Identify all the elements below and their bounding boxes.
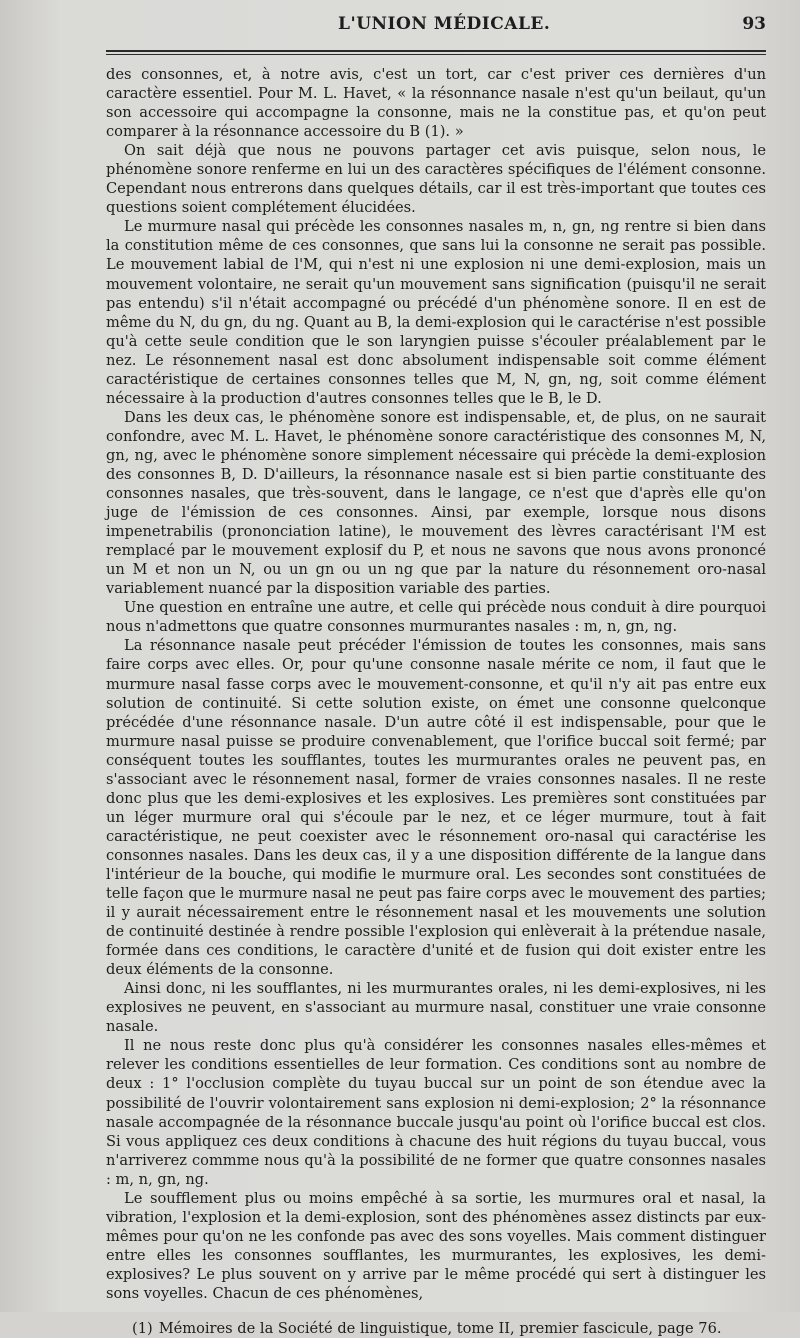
footnote-text: Mémoires de la Société de linguistique, tome II, premier fascicule, page 76. xyxy=(158,1320,722,1338)
footnote xyxy=(106,1319,766,1338)
paragraph: des consonnes, et, à notre avis, c'est un tort, car c'est priver ces dernières d'un caractère essentiel. Pour M. L. Havet, « la résonnance nasale n'est qu'un beilaut, qu'un son accessoire qui accompagne la consonne, mais ne la constitue pas, et qu'on peut comparer à la résonnance accessoire du B (1). » xyxy=(106,66,766,141)
page-number: 93 xyxy=(742,14,766,34)
paragraph: Le murmure nasal qui précède les consonnes nasales m, n, gn, ng rentre si bien dans la constitution même de ces consonnes, que sans lui la consonne ne serait pas possible. Le mouvement labial de l'M, qui n'est ni une explosion ni une demi-explosion, mais un mouvement volontaire, ne serait qu'un mouvement sans signification (puisqu'il ne serait pas entendu) s'il n'était accompagné ou précédé d'un phénomène sonore. Il en est de même du N, du gn, du ng. Quant au B, la demi-explosion qui le caractérise n'est possible qu'à cette seule condition que le son laryngien puisse s'écouler préalablement par le nez. Le résonnement nasal est donc absolument indispensable soit comme élément caractéristique de certaines consonnes telles que M, N, gn, ng, soit comme élément nécessaire à la production d'autres consonnes telles que le B, le D. xyxy=(106,218,766,407)
header-rule xyxy=(106,54,766,55)
paragraph: Il ne nous reste donc plus qu'à considérer les consonnes nasales elles-mêmes et relever les conditions essentielles de leur formation. Ces conditions sont au nombre de deux : 1° l'occlusion complète du tuyau buccal sur un point de son étendue avec la possibilité de l'ouvrir volontairement sans explosion ni demi-explosion; 2° la résonnance nasale accompagnée de la résonnance buccale jusqu'au point où l'orifice buccal est clos. Si vous appliquez ces deux conditions à chacune des huit régions du tuyau buccal, vous n'arriverez commme nous qu'à la possibilité de ne former que quatre consonnes nasales : m, n, gn, ng. xyxy=(106,1037,766,1188)
article-body xyxy=(106,65,766,1303)
paragraph: Dans les deux cas, le phénomène sonore est indispensable, et, de plus, on ne saurait confondre, avec M. L. Havet, le phénomène sonore caractéristique des consonnes M, N, gn, ng, avec le phénomène sonore simplement nécessaire qui précède la demi-explosion des consonnes B, D. D'ailleurs, la résonnance nasale est si bien partie constituante des consonnes nasales, que très-souvent, dans le langage, ce n'est que d'après elle qu'on juge de l'émission de ces consonnes. Ainsi, par exemple, lorsque nous disons impenetrabilis (prononciation latine), le mouvement des lèvres caractérisant l'M est remplacé par le mouvement explosif du P, et nous ne savons que nous avons prononcé un M et non un N, ou un gn ou un ng que par la nature du résonnement oro-nasal variablement nuancé par la disposition variable des parties. xyxy=(106,408,766,598)
paragraph: Ainsi donc, ni les soufflantes, ni les murmurantes orales, ni les demi-explosives, ni les explosives ne peuvent, en s'associant au murmure nasal, constituer une vraie consonne nasale. xyxy=(106,980,766,1036)
footnote-mark: (1) xyxy=(132,1320,153,1338)
paragraph: Une question en entraîne une autre, et celle qui précède nous conduit à dire pourquoi nous n'admettons que quatre consonnes murmurantes nasales : m, n, gn, ng. xyxy=(106,599,766,636)
running-title: L'UNION MÉDICALE. xyxy=(338,14,551,34)
paragraph: On sait déjà que nous ne pouvons partager cet avis puisque, selon nous, le phénomène sonore renferme en lui un des caractères spécifiques de l'élément consonne. Cependant nous entrerons dans quelques détails, car il est très-important que toutes ces questions soient complétement élucidées. xyxy=(106,142,766,217)
paragraph: Le soufflement plus ou moins empêché à sa sortie, les murmures oral et nasal, la vibration, l'explosion et la demi-explosion, sont des phénomènes assez distincts par eux-mêmes pour qu'on ne les confonde pas avec des sons voyelles. Mais comment distinguer entre elles les consonnes soufflantes, les murmurantes, les explosives, les demi-explosives? Le plus souvent on y arrive par le même procédé qui sert à distinguer les sons voyelles. Chacun de ces phénomènes, xyxy=(106,1189,766,1302)
paragraph: La résonnance nasale peut précéder l'émission de toutes les consonnes, mais sans faire corps avec elles. Or, pour qu'une consonne nasale mérite ce nom, il faut que le murmure nasal fasse corps avec le mouvement-consonne, et qu'il n'y ait pas entre eux solution de continuité. Si cette solution existe, on émet une consonne quelconque précédée d'une résonnance nasale. D'un autre côté il est indispensable, pour que le murmure nasal puisse se produire convenablement, que l'orifice buccal soit fermé; par conséquent toutes les soufflantes, toutes les murmurantes orales ne peuvent pas, en s'associant avec le résonnement nasal, former de vraies consonnes nasales. Il ne reste donc plus que les demi-explosives et les explosives. Les premières sont constituées par un léger murmure oral qui s'écoule par le nez, et ce léger murmure, tout à fait caractéristique, ne peut coexister avec le résonnement oro-nasal qui caractérise les consonnes nasales. Dans les deux cas, il y a une disposition différente de la langue dans l'intérieur de la bouche, qui modifie le murmure oral. Les secondes sont constituées de telle façon que le murmure nasal ne peut pas faire corps avec le mouvement des parties; il y aurait nécessairement entre le résonnement nasal et les mouvements une solution de continuité destinée à rendre possible l'explosion qui enlèverait à la prétendue nasale, formée dans ces conditions, le caractère d'unité et de fusion qui doit exister entre les deux éléments de la consonne. xyxy=(106,637,766,979)
page-header xyxy=(106,14,766,52)
